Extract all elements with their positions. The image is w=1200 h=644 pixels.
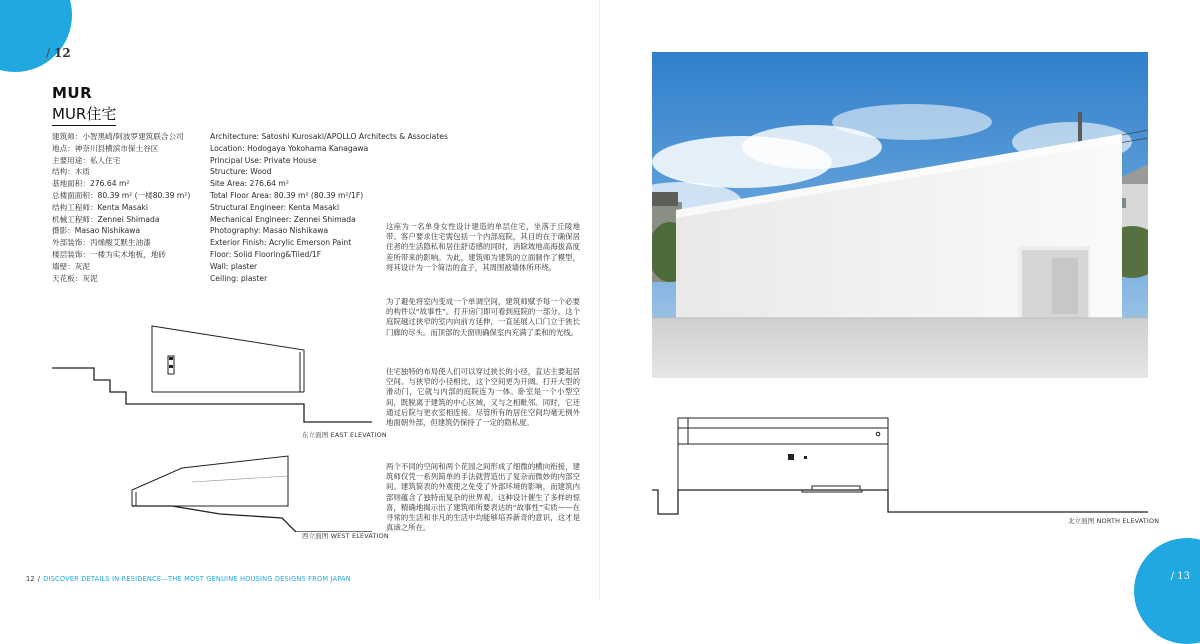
footer: 12 / DISCOVER DETAILS IN RESIDENCE—THE MOST GENUINE HOUSING DESIGNS FROM JAPAN [26, 575, 351, 583]
info-cn-use: 主要用途：私人住宅 [52, 155, 121, 165]
info-en-photography: Photography: Masao Nishikawa [210, 226, 329, 236]
info-en-use: Principal Use: Private House [210, 155, 317, 165]
info-en-exterior: Exterior Finish: Acrylic Emerson Paint [210, 238, 352, 248]
info-en-wall: Wall: plaster [210, 261, 258, 271]
info-cn-wall: 墙壁：灰泥 [52, 261, 90, 271]
info-en-floor: Floor: Solid Flooring&Tiled/1F [210, 249, 322, 259]
footer-page-number: 12 [26, 575, 35, 583]
info-en-site-area: Site Area: 276.64 m² [210, 179, 289, 189]
info-cn-location: 地点：神奈川县横滨市保土谷区 [52, 143, 159, 153]
body-paragraph-2: 为了避免将室内变成一个单调空间，建筑师赋予每一个必要的构件以“故事性”。打开房门即可看到庭院的一部分。这个庭院越过狭窄的室内向前方延伸，一直延展入口门立于狭长门廊的尽头。而顶部的天窗则确保室内充满了柔和的光线。 [386, 297, 580, 337]
west-elevation-label: 西立面图 WEST ELEVATION [302, 532, 389, 540]
body-paragraph-1: 这座为一名单身女性设计建造的单层住宅，坐落于丘陵地带。客户要求住宅需包括一个内部庭院，其目的在于确保居住者的生活隐私和居住舒适感的同时，消除坡地高海拔高度差所带来的影响。为此，建筑师为建筑的立面制作了模型，将其设计为一个简洁的盒子，其周围被墙体所环绕。 [386, 222, 580, 272]
title-cn: MUR住宅 [52, 103, 116, 126]
page-number-bottom: / 13 [1170, 571, 1190, 582]
info-cn-structure: 结构：木质 [52, 167, 90, 177]
info-en-ceiling: Ceiling: plaster [210, 273, 268, 283]
title-en: MUR [52, 84, 93, 102]
info-en-architect: Architecture: Satoshi Kurosaki/APOLLO Architects & Associates [210, 132, 448, 141]
info-cn-photography: 摄影：Masao Nishikawa [52, 226, 141, 236]
info-en-mechanical-engineer: Mechanical Engineer: Zennei Shimada [210, 214, 356, 224]
page-corner-circle [0, 0, 72, 72]
info-en-location: Location: Hodogaya Yokohama Kanagawa [210, 143, 369, 153]
footer-text: DISCOVER DETAILS IN RESIDENCE—THE MOST GENUINE HOUSING DESIGNS FROM JAPAN [43, 575, 351, 583]
north-elevation-drawing [652, 410, 1148, 530]
info-cn-floor-area: 总楼面面积：80.39 m² (一楼80.39 m²) [52, 190, 191, 200]
info-cn-structural-engineer: 结构工程师：Kenta Masaki [52, 202, 149, 212]
north-elevation-label: 北立面图 NORTH ELEVATION [1068, 517, 1160, 525]
page-number-top: / 12 [46, 46, 71, 60]
info-en-structural-engineer: Structural Engineer: Kenta Masaki [210, 202, 340, 212]
house-photo [652, 52, 1148, 378]
body-paragraph-4: 两个不同的空间和两个花园之间形成了细微的横向衔接，建筑师仅凭一系列简单的手法就营造出了复杂而微妙的内部空间。建筑简表的外观使之免受了外部环境的影响，而建筑内部则蕴含了独特而复杂的世界观。这种设计催生了多样的惊喜，精确地揭示出了建筑师所要表达的“故事性”实质——在寻常的生活和非凡的生活中均能够培养新奇的意识，这才是真谛之所在。 [386, 462, 580, 533]
east-elevation-drawing [52, 318, 372, 432]
left-page [0, 0, 600, 600]
info-cn-ceiling: 天花板：灰泥 [52, 273, 98, 283]
east-elevation-label: 东立面图 EAST ELEVATION [302, 431, 387, 439]
west-elevation-drawing [52, 440, 372, 532]
page-corner-circle-right [1134, 538, 1200, 644]
info-cn-mechanical-engineer: 机械工程师：Zennei Shimada [52, 214, 160, 224]
right-page [600, 0, 1200, 600]
project-info-cn [52, 131, 190, 284]
info-cn-exterior: 外部装饰：丙烯酸艾默生油漆 [52, 238, 151, 248]
info-cn-floor: 楼层装饰：一楼为实木地板，地砖 [52, 249, 166, 259]
info-cn-site-area: 基地面积：276.64 m² [52, 179, 130, 189]
info-en-floor-area: Total Floor Area: 80.39 m² (80.39 m²/1F) [210, 190, 364, 200]
page-number-right-text: 13 [1177, 571, 1190, 582]
body-paragraph-3: 住宅独特的布局使人们可以穿过狭长的小径，直达主要起居空间。与狭窄的小径相比，这个空间更为开阔。打开大型的滑动门，它就与内部的庭院连为一体。卧室是一个小型空间，既脱离于建筑的中心区域，又与之相毗邻。同时，它还通过后院与更衣室相连接。尽管所有的居住空间均毫无例外地面朝外部，但建筑仍保持了一定的隐私度。 [386, 367, 580, 428]
info-cn-architect: 建筑师：小智黑崎/阿波罗建筑联合公司 [52, 132, 184, 141]
page-number-text: 12 [54, 46, 71, 60]
house-photo-image [652, 52, 1148, 378]
info-en-structure: Structure: Wood [210, 167, 272, 177]
